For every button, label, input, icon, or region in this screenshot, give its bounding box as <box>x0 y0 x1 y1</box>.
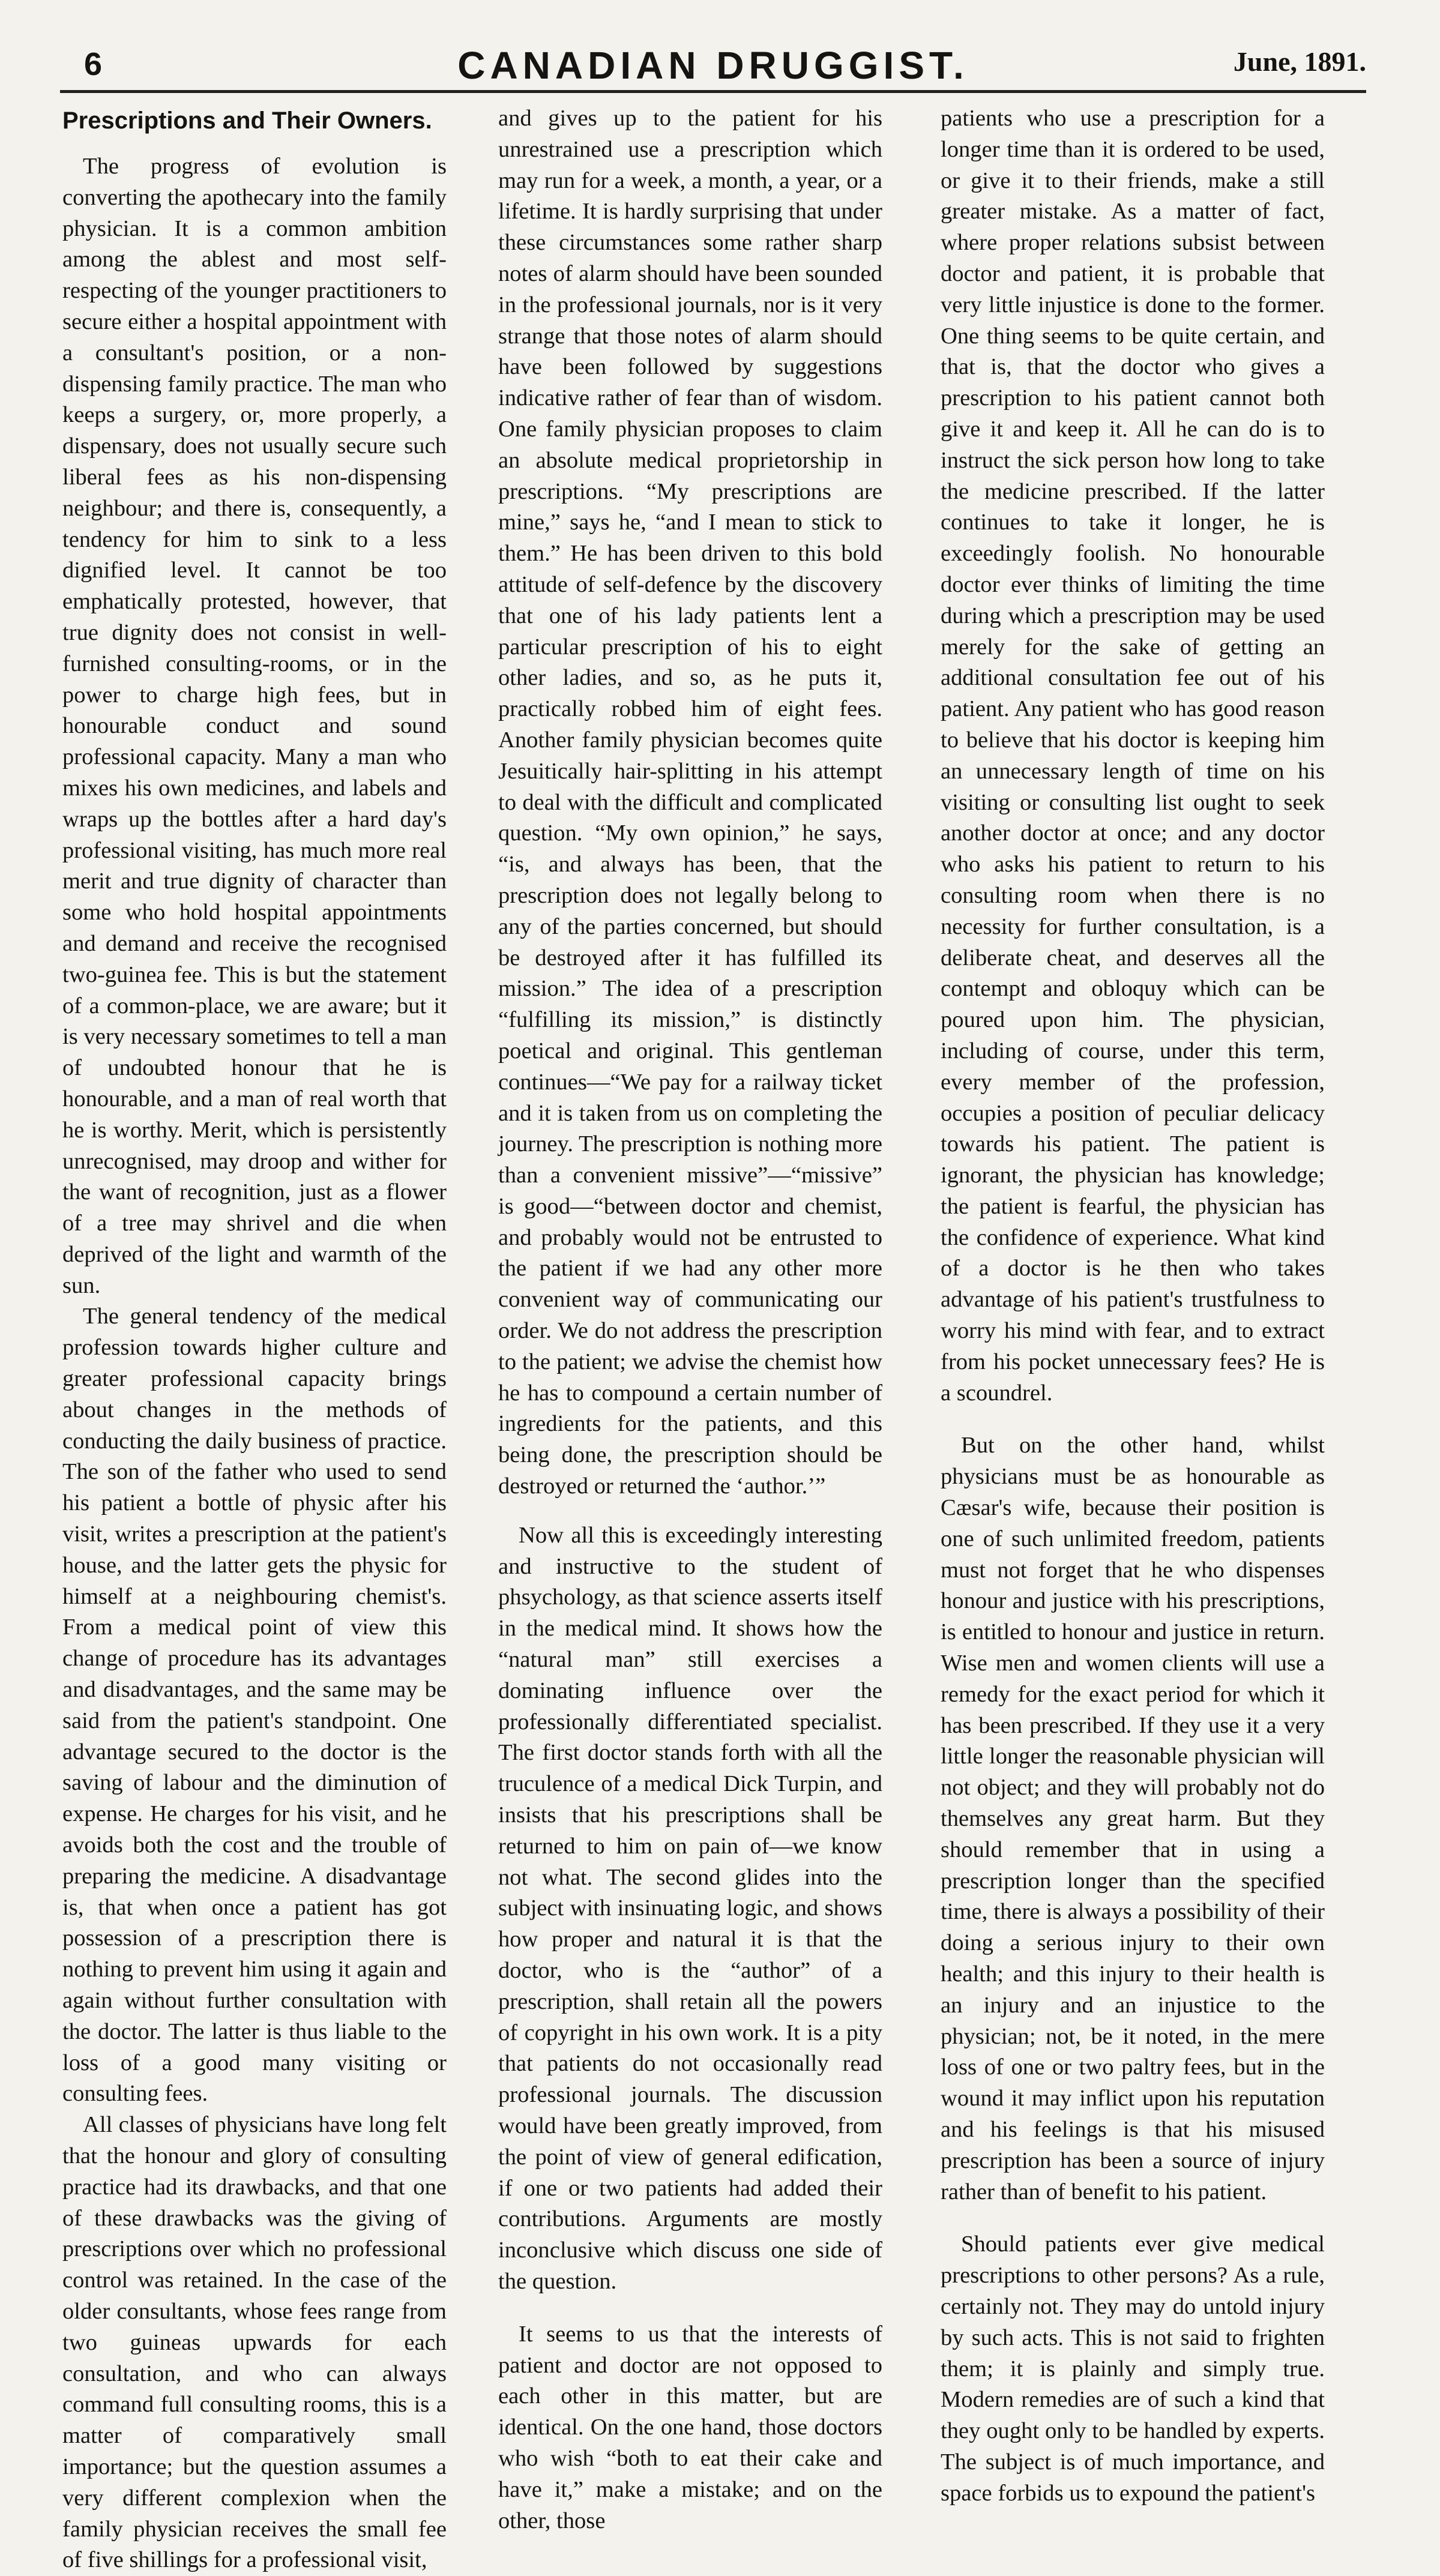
paragraph: The general tendency of the medical profession towards higher culture and greater professional capacity brings about changes in the methods of conducting the daily business of practice. The son of the father who used to send his patient a bottle of physic after his visit, writes a prescription at the patient's house, and the latter gets the physic for himself at a neighbouring chemist's. From a medical point of view this change of procedure has its advantages and disadvantages, and the same may be said from the patient's standpoint. One advantage secured to the doctor is the saving of labour and the diminution of expense. He charges for his visit, and he avoids both the cost and the trouble of preparing the medicine. A disadvantage is, that when once a patient has got possession of a prescription there is nothing to prevent him using it again and again without further consultation with the doctor. The latter is thus liable to the loss of a good many visiting or consulting fees. <box>62 1304 447 2107</box>
paragraph: It seems to us that the interests of patient and doctor are not opposed to each other in this matter, but are identical. On the one hand, those doctors who wish “both to eat their cake and have it,” make a mistake; and on the other, those <box>498 2321 882 2533</box>
page-header <box>60 28 1366 88</box>
header-rule <box>60 90 1366 93</box>
issue-date: June, 1891. <box>1233 46 1366 77</box>
paragraph: All classes of physicians have long felt that the honour and glory of consulting practice had its drawbacks, and that one of these drawbacks was the giving of prescriptions over which no professional control was retained. In the case of the older consultants, whose fees range from two guineas upwards for each consultation, and who can always command full consulting rooms, this is a matter of comparatively small importance; but the question assumes a very different complexion when the family physician receives the small fee of five shillings for a professional visit, <box>62 2112 447 2573</box>
column-2 <box>498 103 882 2533</box>
page-number: 6 <box>84 46 103 82</box>
column-3 <box>941 103 1325 2506</box>
paragraph: The progress of evolution is converting the apothecary into the family physician. It is a common ambition among the ablest and most self-respecting of the younger practitioners to secure either a hospital appointment with a consultant's position, or a non-dispensing family practice. The man who keeps a surgery, or, more properly, a dispensary, does not usually secure such liberal fees as his non-dispensing neighbour; and there is, consequently, a tendency for him to sink to a less dignified level. It cannot be too emphatically protested, however, that true dignity does not consist in well-furnished consulting-rooms, or in the power to charge high fees, but in honourable conduct and sound professional capacity. Many a man who mixes his own medicines, and labels and wraps up the bottles after a hard day's professional visiting, has much more real merit and true dignity of character than some who hold hospital appointments and demand and receive the recognised two-guinea fee. This is but the statement of a common-place, we are aware; but it is very necessary sometimes to tell a man of undoubted honour that he is honourable, and a man of real worth that he is worthy. Merit, which is persistently unrecognised, may droop and wither for the want of recognition, just as a flower of a tree may shrivel and die when deprived of the light and warmth of the sun. <box>62 154 447 1298</box>
paragraph: patients who use a prescription for a longer time than it is ordered to be used, or give it to their friends, make a still greater mistake. As a matter of fact, where proper relations subsist between doctor and patient, it is probable that very little injustice is done to the former. One thing seems to be quite certain, and that is, that the doctor who gives a prescription to his patient cannot both give it and keep it. All he can do is to instruct the sick person how long to take the medicine prescribed. If the latter continues to take it longer, he is exceedingly foolish. No honourable doctor ever thinks of limiting the time during which a prescription may be used merely for the sake of getting an additional consultation fee out of his patient. Any patient who has good reason to believe that his doctor is keeping him an unnecessary length of time on his visiting or consulting list ought to seek another doctor at once; and any doctor who asks his patient to return to his consulting room when there is no necessity for further consultation, is a deliberate cheat, and deserves all the contempt and obloquy which can be poured upon him. The physician, including of course, under this term, every member of the profession, occupies a position of peculiar delicacy towards his patient. The patient is ignorant, the physician has knowledge; the patient is fearful, the physician has the confidence of experience. What kind of a doctor is he then who takes advantage of his patient's trustfulness to worry his mind with fear, and to extract from his pocket unnecessary fees? He is a scoundrel. <box>941 106 1325 1406</box>
paragraph: Now all this is exceedingly interesting and instructive to the student of phsychology, as that science asserts itself in the medical mind. It shows how the “natural man” still exercises a dominating influence over the professionally differentiated specialist. The first doctor stands forth with all the truculence of a medical Dick Turpin, and insists that his prescriptions shall be returned to him on pain of—we know not what. The second glides into the subject with insinuating logic, and shows how proper and natural it is that the doctor, who is the “author” of a prescription, shall retain all the powers of copyright in his own work. It is a pity that patients do not occasionally read professional journals. The discussion would have been greatly improved, from the point of view of general edification, if one or two patients had added their contributions. Arguments are mostly inconclusive which discuss one side of the question. <box>498 1522 882 2294</box>
paragraph: and gives up to the patient for his unrestrained use a prescription which may run for a week, a month, a year, or a lifetime. It is hardly surprising that under these circumstances some rather sharp notes of alarm should have been sounded in the professional journals, nor is it very strange that those notes of alarm should have been followed by suggestions indicative rather of fear than of wisdom. One family physician proposes to claim an absolute medical proprietorship in prescriptions. “My prescriptions are mine,” says he, “and I mean to stick to them.” He has been driven to this bold attitude of self-defence by the discovery that one of his lady patients lent a particular prescription of his to eight other ladies, and so, as he puts it, practically robbed him of eight fees. Another family physician becomes quite Jesuitically hair-splitting in his attempt to deal with the difficult and complicated question. “My own opinion,” he says, “is, and always has been, that the prescription does not legally belong to any of the parties concerned, but should be destroyed after it has fulfilled its mission.” The idea of a prescription “fulfilling its mission,” is distinctly poetical and original. This gentleman continues—“We pay for a railway ticket and it is taken from us on completing the journey. The prescription is nothing more than a convenient missive”—“missive” is good—“between doctor and chemist, and probably would not be entrusted to the patient if we had any other more convenient way of communicating our order. We do not address the prescription to the patient; we advise the chemist how he has to compound a certain number of ingredients for the patients, and this being done, the prescription should be destroyed or returned the ‘author.’” <box>498 106 882 1499</box>
journal-title: CANADIAN DRUGGIST. <box>457 44 969 87</box>
paragraph: Should patients ever give medical prescriptions to other persons? As a rule, certainly not. They may do untold injury by such acts. This is not said to frighten them; it is plainly and simply true. Modern remedies are of such a kind that they ought only to be handled by experts. The subject is of much importance, and space forbids us to expound the patient's <box>941 2231 1325 2506</box>
paragraph: But on the other hand, whilst physicians must be as honourable as Cæsar's wife, because their position is one of such unlimited freedom, patients must not forget that he who dispenses honour and justice with his prescriptions, is entitled to honour and justice in return. Wise men and women clients will use a remedy for the exact period for which it has been prescribed. If they use it a very little longer the reasonable physician will not object; and they will probably not do themselves any great harm. But they should remember that in using a prescription longer than the specified time, there is always a possibility of their doing a serious injury to their own health; and this injury to their health is an injury and an injustice to the physician; not, be it noted, in the mere loss of one or two paltry fees, but in the wound it may inflict upon his reputation and his feelings is that his misused prescription has been a source of injury rather than of benefit to his patient. <box>941 1433 1325 2204</box>
article-title: Prescriptions and Their Owners. <box>62 107 432 134</box>
column-1 <box>62 103 447 2573</box>
